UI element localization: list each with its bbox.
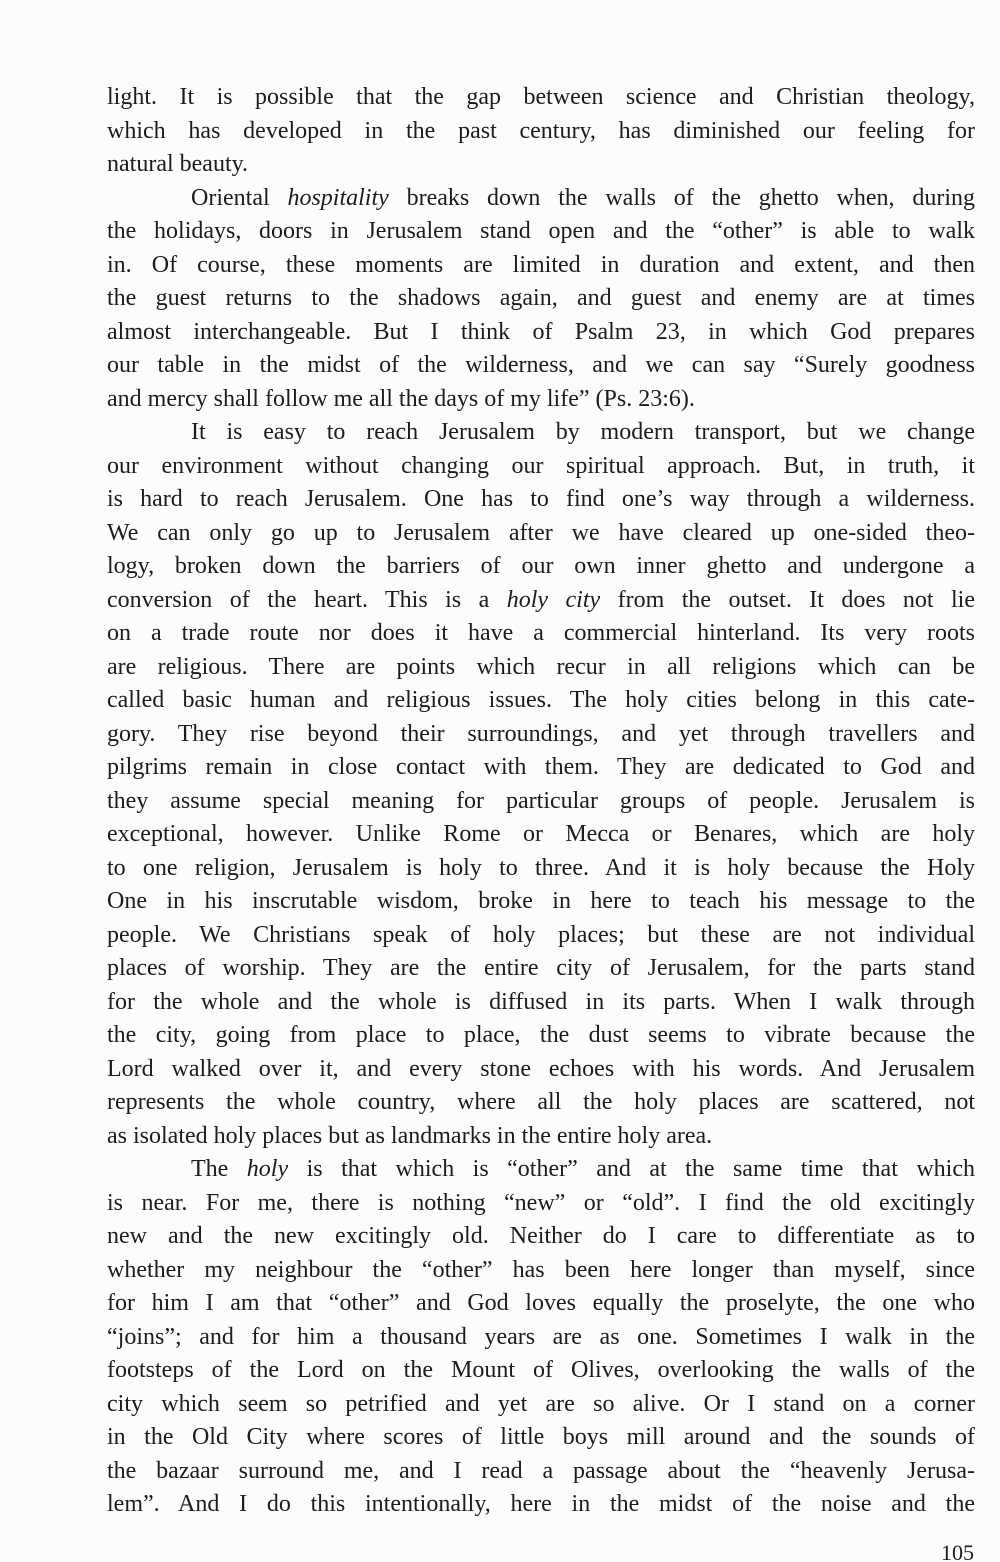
text-line	[107, 249, 975, 283]
text-line	[107, 1254, 975, 1288]
paragraph	[107, 182, 975, 417]
line-text: is near. For me, there is nothing “new” or “old”. I find the old excitingly	[107, 1189, 975, 1216]
line-text: in. Of course, these moments are limited in duration and extent, and then	[107, 251, 975, 278]
text-line	[107, 1354, 975, 1388]
text-line	[107, 416, 975, 450]
text-line	[107, 617, 975, 651]
emphasized-text: holy city	[506, 586, 601, 613]
line-text: which has developed in the past century, has diminished our feeling for	[107, 117, 975, 144]
line-text: represents the whole country, where all the holy places are scattered, not	[107, 1089, 975, 1115]
line-text: pilgrims remain in close contact with them. They are dedicated to God and	[107, 754, 975, 780]
page-number: 105	[941, 1540, 974, 1562]
text-line	[107, 1053, 975, 1087]
text-line	[107, 852, 975, 886]
line-text: logy, broken down the barriers of our own inner ghetto and undergone a	[107, 553, 975, 579]
line-text: and mercy shall follow me all the days of my life” (Ps. 23:6).	[107, 385, 695, 412]
line-text: from the outset. It does not lie	[600, 586, 976, 613]
line-text: conversion of the heart. This is a	[107, 586, 507, 613]
line-text: gory. They rise beyond their surroundings, and yet through travellers and	[107, 720, 975, 747]
line-text: for him I am that “other” and God loves equally the proselyte, the one who	[107, 1290, 975, 1316]
text-line	[107, 550, 975, 584]
line-text: Oriental	[191, 184, 288, 211]
text-line	[107, 182, 975, 216]
line-text: the holidays, doors in Jerusalem stand open and the “other” is able to walk	[107, 218, 975, 244]
line-text: called basic human and religious issues. The holy cities belong in this cate-	[107, 687, 975, 713]
emphasized-text: hospitality	[287, 184, 389, 211]
text-line	[107, 1321, 975, 1355]
line-text: they assume special meaning for particular groups of people. Jerusalem is	[107, 787, 975, 814]
text-line	[107, 1187, 975, 1221]
text-line	[107, 1086, 975, 1120]
emphasized-text: holy	[246, 1156, 289, 1182]
text-line	[107, 115, 975, 149]
text-line	[107, 751, 975, 785]
line-text: the bazaar surround me, and I read a passage about the “heavenly Jerusa-	[107, 1457, 975, 1484]
line-text: the city, going from place to place, the dust seems to vibrate because the	[107, 1022, 975, 1048]
line-text: natural beauty.	[107, 151, 249, 177]
text-line	[107, 450, 975, 484]
text-line	[107, 1455, 975, 1489]
line-text: lem”. And I do this intentionally, here in the midst of the noise and the	[107, 1491, 975, 1517]
text-line	[107, 651, 975, 685]
text-line	[107, 785, 975, 819]
text-line	[107, 81, 975, 115]
text-line	[107, 383, 975, 417]
line-text: city which seem so petrified and yet are so alive. Or I stand on a corner	[107, 1390, 975, 1417]
text-line	[107, 718, 975, 752]
line-text: We can only go up to Jerusalem after we have cleared up one-sided theo-	[107, 519, 975, 546]
line-text: in the Old City where scores of little boys mill around and the sounds of	[107, 1424, 975, 1450]
text-line	[107, 986, 975, 1020]
text-line	[107, 919, 975, 953]
line-text: our table in the midst of the wilderness, and we can say “Surely goodness	[107, 352, 975, 378]
line-text: Lord walked over it, and every stone echoes with his words. And Jerusalem	[107, 1055, 975, 1082]
paragraph	[107, 81, 975, 182]
line-text: to one religion, Jerusalem is holy to three. And it is holy because the Holy	[107, 854, 975, 881]
line-text: whether my neighbour the “other” has been here longer than myself, since	[107, 1256, 975, 1283]
text-line	[107, 818, 975, 852]
text-line	[107, 1287, 975, 1321]
line-text: It is easy to reach Jerusalem by modern transport, but we change	[191, 419, 975, 445]
text-line	[107, 1120, 975, 1154]
line-text: places of worship. They are the entire city of Jerusalem, for the parts stand	[107, 955, 975, 981]
line-text: as isolated holy places but as landmarks in the entire holy area.	[107, 1122, 713, 1149]
text-line	[107, 1220, 975, 1254]
text-line	[107, 952, 975, 986]
line-text: One in his inscrutable wisdom, broke in here to teach his message to the	[107, 888, 975, 914]
line-text: footsteps of the Lord on the Mount of Olives, overlooking the walls of the	[107, 1357, 975, 1383]
text-line	[107, 517, 975, 551]
line-text: breaks down the walls of the ghetto when, during	[388, 184, 975, 211]
text-line	[107, 885, 975, 919]
line-text: for the whole and the whole is diffused in its parts. When I walk through	[107, 988, 975, 1015]
text-line	[107, 349, 975, 383]
text-line	[107, 1153, 975, 1187]
line-text: “joins”; and for him a thousand years are as one. Sometimes I walk in the	[107, 1323, 975, 1350]
text-line	[107, 148, 975, 182]
line-text: almost interchangeable. But I think of Psalm 23, in which God prepares	[107, 318, 975, 345]
text-line	[107, 483, 975, 517]
line-text: are religious. There are points which recur in all religions which can be	[107, 653, 975, 680]
text-line	[107, 1488, 975, 1522]
line-text: our environment without changing our spiritual approach. But, in truth, it	[107, 452, 975, 479]
text-line	[107, 1421, 975, 1455]
text-line	[107, 684, 975, 718]
text-line	[107, 316, 975, 350]
text-line	[107, 1019, 975, 1053]
paragraph	[107, 1153, 975, 1522]
line-text: is that which is “other” and at the same time that which	[288, 1156, 975, 1182]
line-text: The	[191, 1156, 247, 1182]
text-line	[107, 282, 975, 316]
line-text: people. We Christians speak of holy places; but these are not individual	[107, 921, 975, 948]
body-text	[107, 81, 975, 1522]
line-text: on a trade route nor does it have a commercial hinterland. Its very roots	[107, 620, 975, 646]
line-text: exceptional, however. Unlike Rome or Mecca or Benares, which are holy	[107, 821, 975, 847]
line-text: new and the new excitingly old. Neither do I care to differentiate as to	[107, 1223, 975, 1249]
line-text: the guest returns to the shadows again, and guest and enemy are at times	[107, 285, 975, 311]
line-text: is hard to reach Jerusalem. One has to find one’s way through a wilderness.	[107, 486, 975, 512]
line-text: light. It is possible that the gap between science and Christian theology,	[107, 84, 975, 110]
paragraph	[107, 416, 975, 1153]
text-line	[107, 1388, 975, 1422]
text-line	[107, 215, 975, 249]
text-line	[107, 584, 975, 618]
